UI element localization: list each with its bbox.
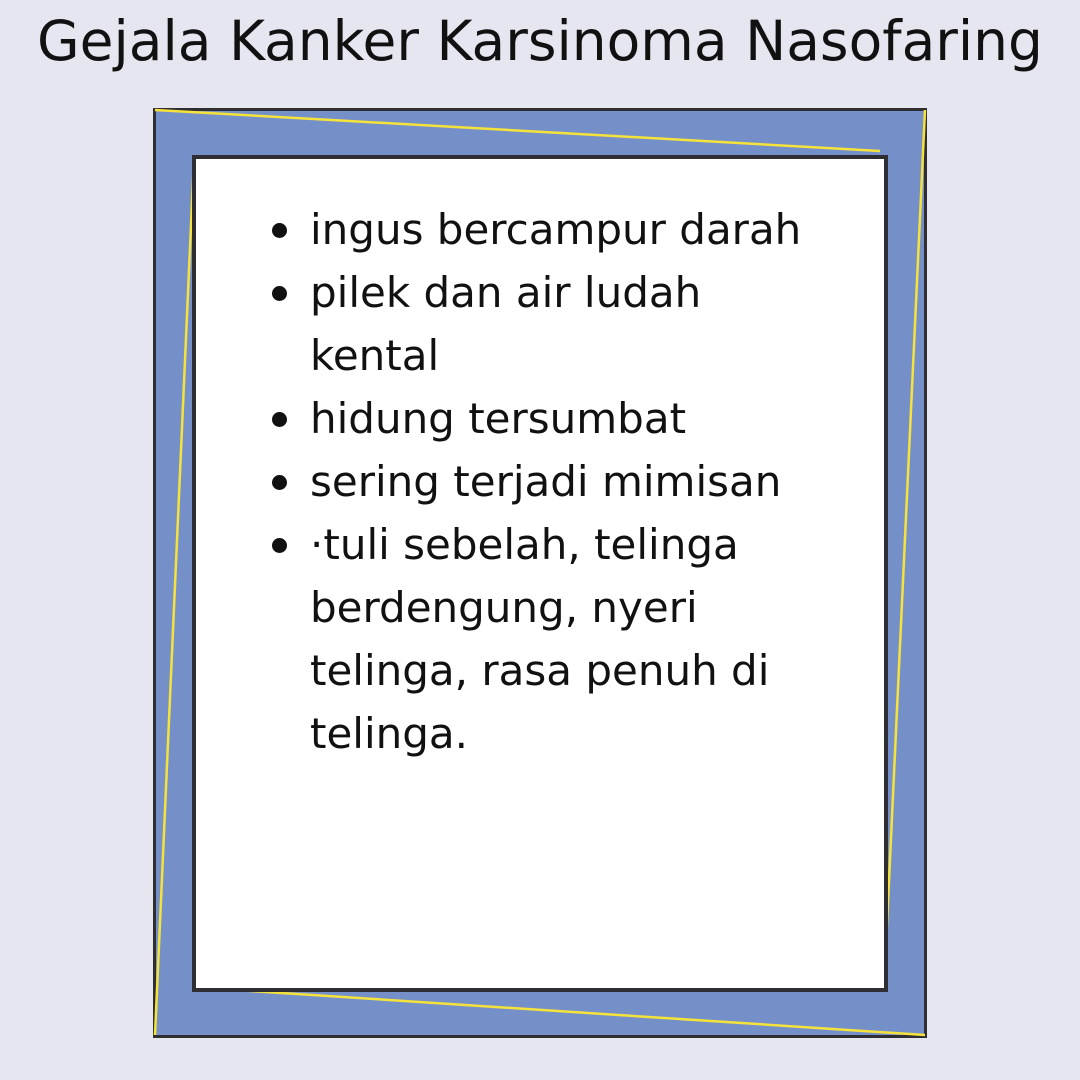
list-item: [310, 198, 830, 261]
list-item-text: ·tuli sebelah, telinga berdengung, nyeri telinga, rasa penuh di telinga.: [310, 520, 770, 758]
list-item-text: pilek dan air ludah kental: [310, 268, 702, 380]
bullet-icon: [272, 475, 287, 490]
list-item-text: ingus bercampur darah: [310, 205, 802, 254]
list-item: [310, 387, 830, 450]
list-item-text: hidung tersumbat: [310, 394, 687, 443]
symptom-list: [310, 198, 830, 765]
list-item: [310, 450, 830, 513]
list-item-text: sering terjadi mimisan: [310, 457, 782, 506]
bullet-icon: [272, 538, 287, 553]
list-item: [310, 513, 830, 765]
bullet-icon: [272, 223, 287, 238]
list-item: [310, 261, 830, 387]
bullet-icon: [272, 286, 287, 301]
bullet-icon: [272, 412, 287, 427]
page-title: Gejala Kanker Karsinoma Nasofaring: [37, 9, 1043, 73]
